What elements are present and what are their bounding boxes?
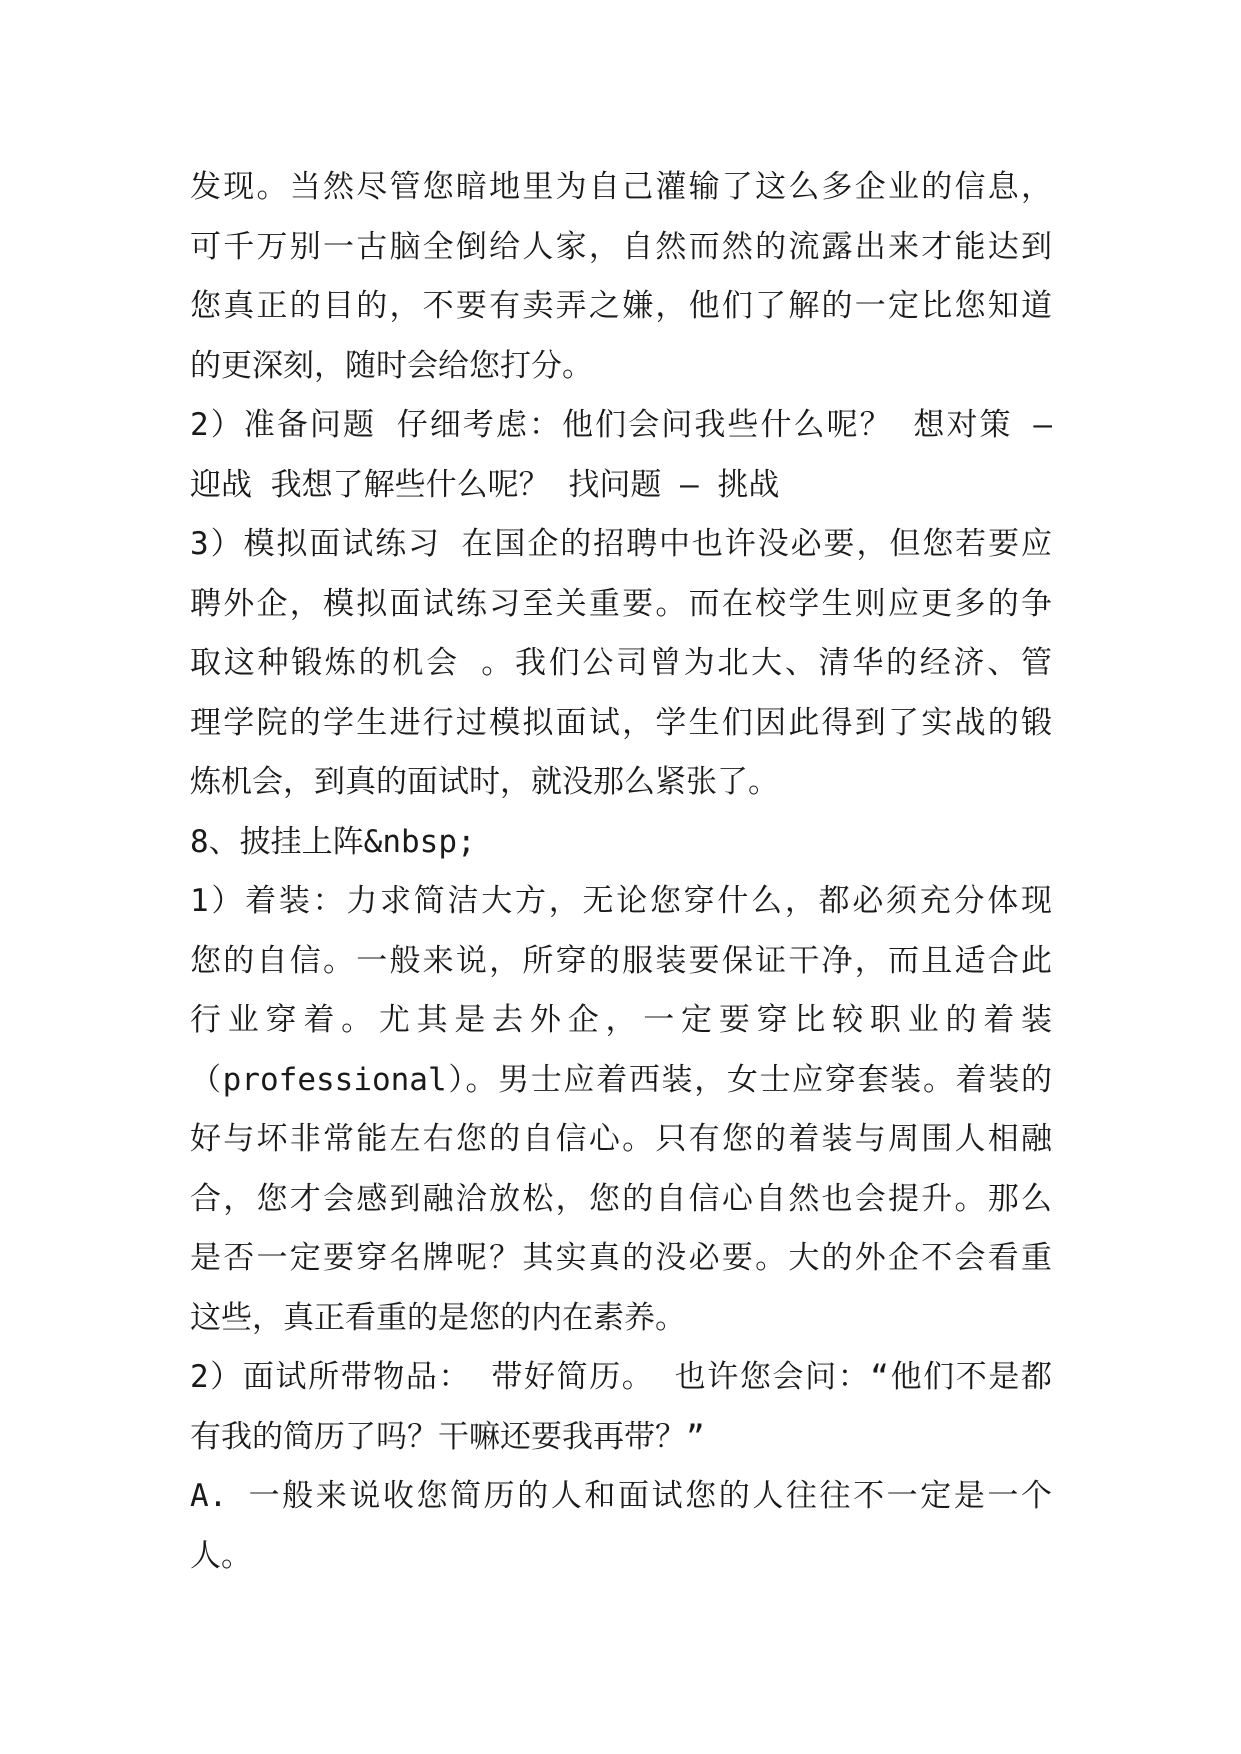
text-line: 可千万别一古脑全倒给人家，自然而然的流露出来才能达到 — [190, 228, 1052, 265]
text-line: 合，您才会感到融洽放松，您的自信心自然也会提升。那么 — [190, 1180, 1052, 1217]
text-line: 这些，真正看重的是您的内在素养。 — [190, 1299, 686, 1336]
text-line: 行业穿着。尤其是去外企，一定要穿比较职业的着装 — [190, 1002, 1052, 1038]
text-line: 的更深刻，随时会给您打分。 — [190, 347, 593, 384]
text-line: A. 一般来说收您简历的人和面试您的人往往不一定是一个 — [190, 1478, 1052, 1514]
text-line: 取这种锻炼的机会 。我们公司曾为北大、清华的经济、管 — [190, 645, 1052, 681]
text-line: 炼机会，到真的面试时，就没那么紧张了。 — [190, 764, 779, 800]
document-body — [190, 158, 1052, 1586]
text-line: 有我的简历了吗？干嘛还要我再带？” — [190, 1418, 705, 1455]
text-line: 您真正的目的，不要有卖弄之嫌，他们了解的一定比您知道 — [190, 288, 1052, 324]
section-heading: 8、披挂上阵&nbsp; — [190, 823, 476, 860]
text-line: 1）着装：力求简洁大方，无论您穿什么，都必须充分体现 — [190, 883, 1052, 919]
text-line: 是否一定要穿名牌呢？其实真的没必要。大的外企不会看重 — [190, 1240, 1052, 1276]
text-line: 迎战 我想了解些什么呢？ 找问题 — 挑战 — [190, 466, 780, 503]
text-line: 人。 — [190, 1537, 252, 1574]
text-line: 您的自信。一般来说，所穿的服装要保证干净，而且适合此 — [190, 942, 1052, 979]
text-line: 2）面试所带物品： 带好简历。 也许您会问：“他们不是都 — [190, 1359, 1052, 1395]
text-line: 3）模拟面试练习 在国企的招聘中也许没必要，但您若要应 — [190, 526, 1052, 562]
text-line: 好与坏非常能左右您的自信心。只有您的着装与周围人相融 — [190, 1121, 1052, 1157]
text-line: （professional）。男士应着西装，女士应穿套装。着装的 — [190, 1061, 1052, 1098]
text-line: 发现。当然尽管您暗地里为自己灌输了这么多企业的信息， — [190, 169, 1052, 205]
text-line: 聘外企，模拟面试练习至关重要。而在校学生则应更多的争 — [190, 585, 1052, 622]
text-line: 2）准备问题 仔细考虑：他们会问我些什么呢？ 想对策 — — [190, 407, 1052, 443]
text-line: 理学院的学生进行过模拟面试，学生们因此得到了实战的锻 — [190, 704, 1052, 741]
